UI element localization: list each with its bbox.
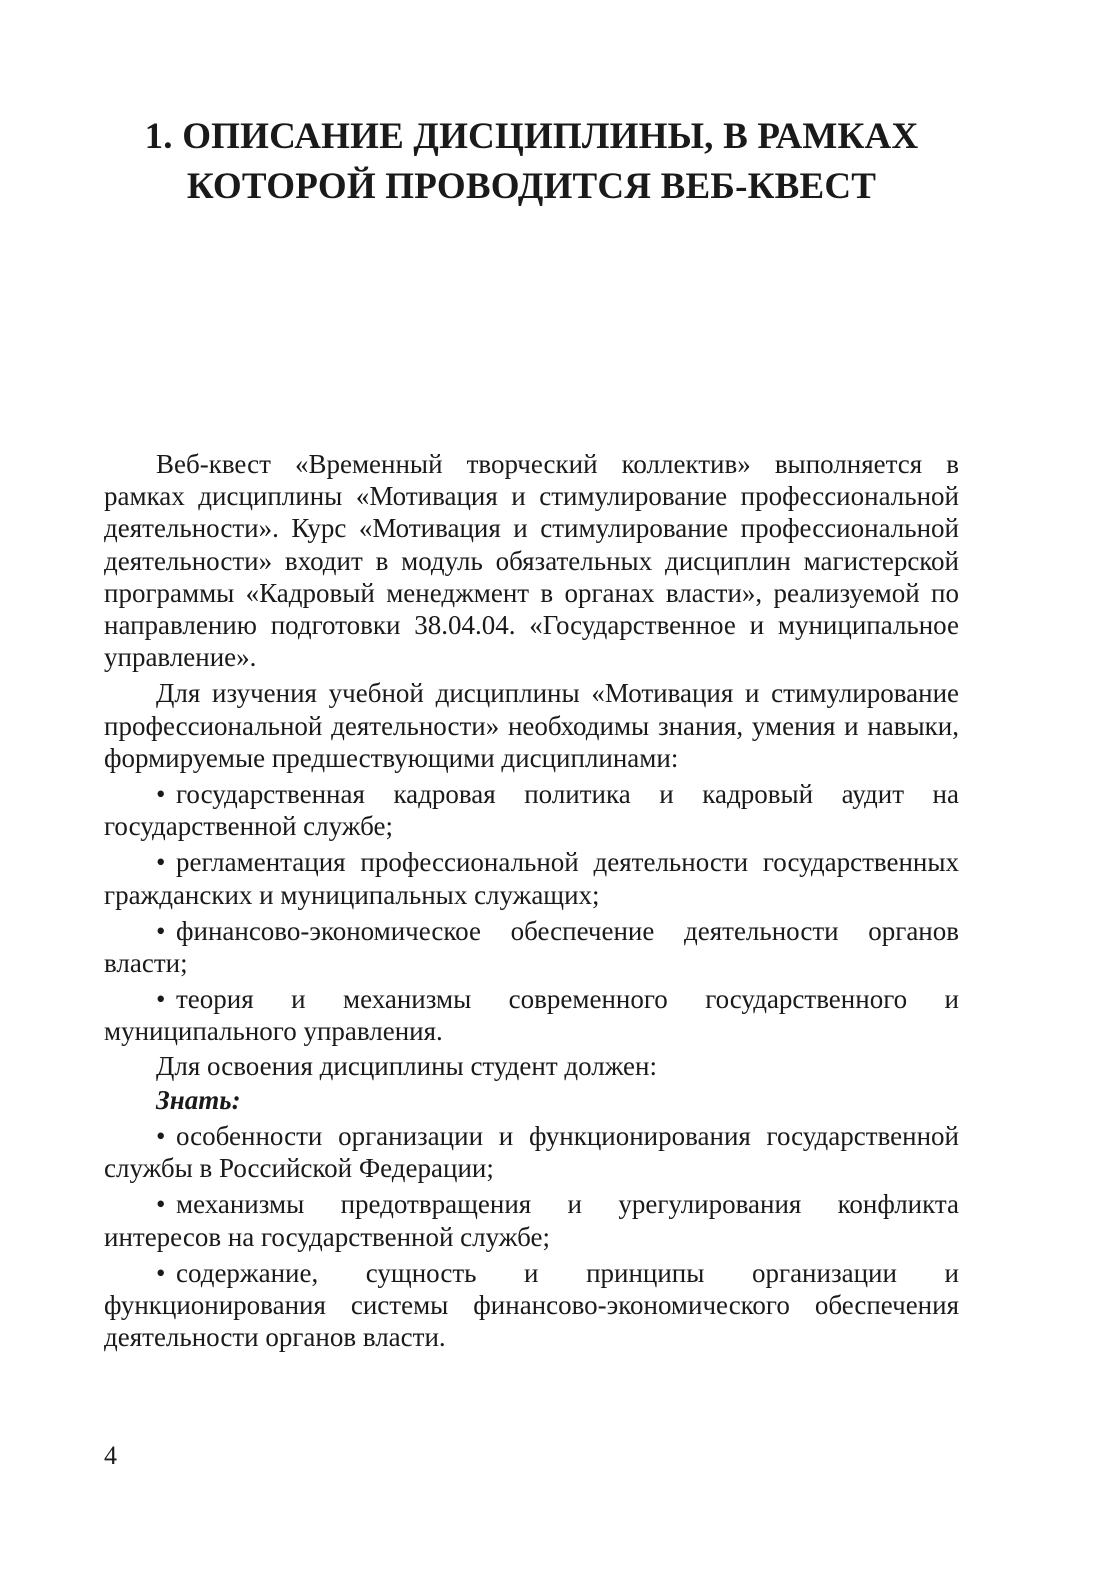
section-heading xyxy=(104,112,959,212)
know-label: Знать: xyxy=(156,1084,241,1115)
page-number: 4 xyxy=(104,1441,117,1470)
bullet-icon: • xyxy=(156,847,166,878)
requirements-intro: Для освоения дисциплины студент должен: xyxy=(156,1050,657,1081)
bullet-icon: • xyxy=(156,779,166,810)
know-item xyxy=(104,1257,959,1354)
prerequisites-paragraph: Для изучения учебной дисциплины «Мотивация и стимулирование профессиональной деятельности» необходимы знания, умения и навыки, формируемые предшествующими дисциплинами: xyxy=(104,678,959,773)
know-item-text: особенности организации и функционирования государственной службы в Российской Федерации; xyxy=(104,1121,959,1184)
section-heading-line-2: КОТОРОЙ ПРОВОДИТСЯ ВЕБ-КВЕСТ xyxy=(186,166,877,207)
prerequisite-item-text: теория и механизмы современного государственного и муниципального управления. xyxy=(104,984,959,1047)
prerequisite-item-text: финансово-экономическое обеспечение деятельности органов власти; xyxy=(104,915,959,979)
body-text xyxy=(104,448,959,1353)
bullet-icon: • xyxy=(156,1189,166,1220)
know-item-text: механизмы предотвращения и урегулирования конфликта интересов на государственной службе; xyxy=(104,1189,959,1252)
section-heading-line-1: 1. ОПИСАНИЕ ДИСЦИПЛИНЫ, В РАМКАХ xyxy=(144,116,919,157)
bullet-icon: • xyxy=(156,915,166,946)
bullet-icon: • xyxy=(156,984,166,1015)
prerequisite-item xyxy=(104,778,959,842)
prerequisite-item xyxy=(104,983,959,1047)
prerequisite-item-text: государственная кадровая политика и кадровый аудит на государственной службе; xyxy=(104,779,959,842)
prerequisite-item xyxy=(104,915,959,979)
prerequisite-item xyxy=(104,846,959,910)
prerequisite-item-text: регламентация профессиональной деятельности государственных гражданских и муниципальных служащих; xyxy=(104,847,959,910)
know-item xyxy=(104,1188,959,1252)
bullet-icon: • xyxy=(156,1257,166,1288)
intro-paragraph: Веб-квест «Временный творческий коллектив» выполняется в рамках дисциплины «Мотивация и стимулирование профессиональной деятельности». Курс «Мотивация и стимулирование профессиональной деятельности» входит в модуль обязательных дисциплин магистерской программы «Кадровый менеджмент в органах власти», реализуемой по направлению подготовки 38.04.04. «Государственное и муниципальное управление». xyxy=(104,449,959,673)
know-item-text: содержание, сущность и принципы организации и функционирования системы финансово-экономического обеспечения деятельности органов власти. xyxy=(104,1257,959,1353)
know-item xyxy=(104,1120,959,1184)
bullet-icon: • xyxy=(156,1121,166,1152)
